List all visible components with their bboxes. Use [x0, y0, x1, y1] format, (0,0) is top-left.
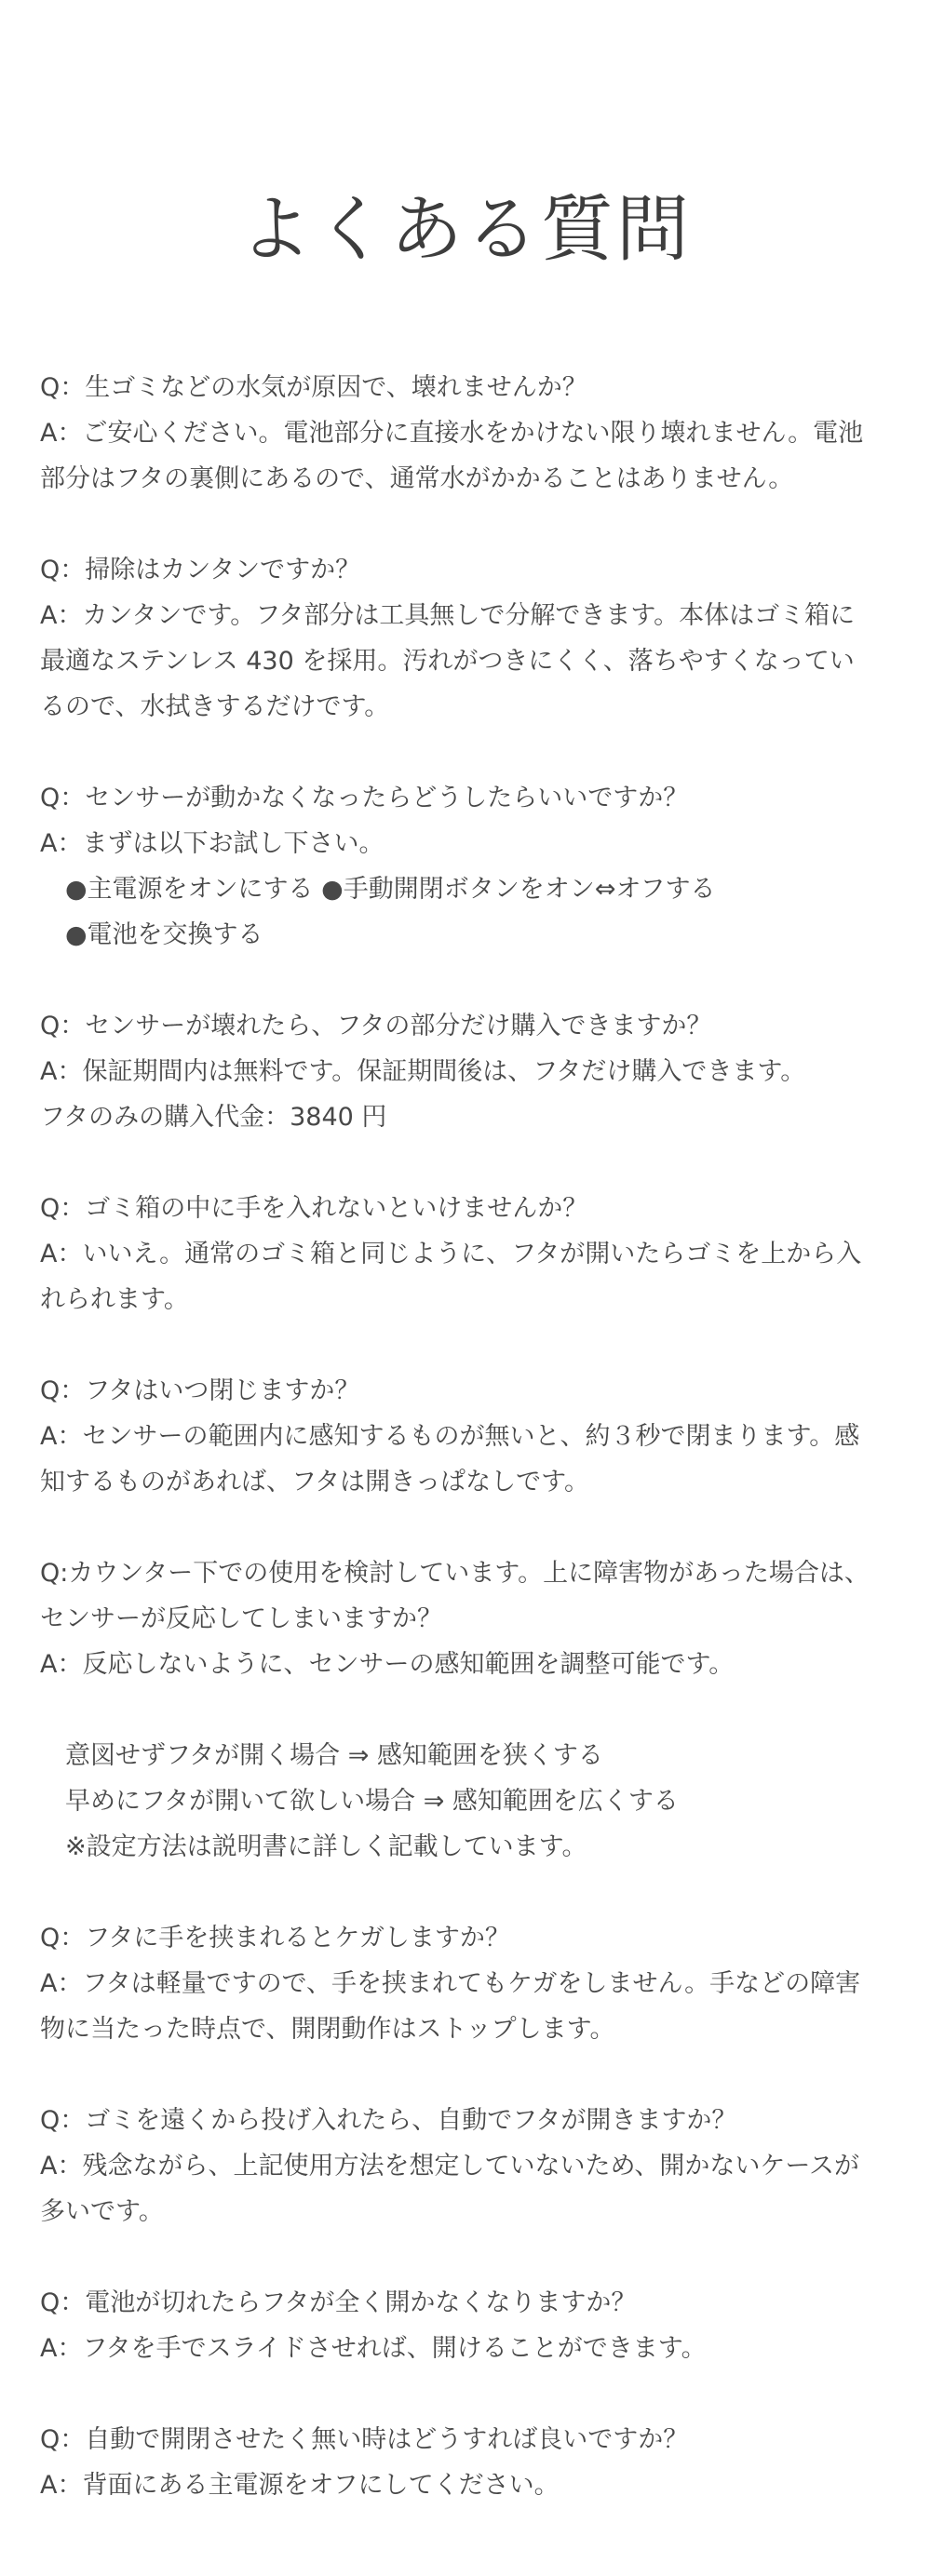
- faq-answer-line: A：保証期間内は無料です。保証期間後は、フタだけ購入できます。: [40, 1057, 806, 1086]
- faq-answer-line: 最適なステンレス 430 を採用。汚れがつきにくく、落ちやすくなってい: [40, 647, 855, 676]
- faq-item: [40, 1186, 897, 1322]
- faq-item: [40, 2098, 897, 2234]
- faq-answer-line: A：フタを手でスライドさせれば、開けることができます。: [40, 2334, 707, 2363]
- faq-answer-line: れられます。: [40, 1285, 189, 1314]
- faq-question: Q：生ゴミなどの水気が原因で、壊れませんか？: [40, 373, 587, 402]
- faq-answer-line: A：反応しないように、センサーの感知範囲を調整可能です。: [40, 1650, 735, 1679]
- faq-gap: [40, 1687, 897, 1733]
- faq-answer-line: A：カンタンです。フタ部分は工具無しで分解できます。本体はゴミ箱に: [40, 601, 856, 630]
- faq-question: Q：電池が切れたらフタが全く開かなくなりますか？: [40, 2288, 637, 2317]
- faq-item: [40, 1368, 897, 1505]
- faq-question: Q：フタに手を挟まれるとケガしますか？: [40, 1924, 510, 1952]
- faq-answer-line: 知するものがあれば、フタは開きっぱなしです。: [40, 1468, 589, 1496]
- faq-answer-line: るので、水拭きするだけです。: [40, 692, 390, 721]
- faq-answer-line: A：ご安心ください。電池部分に直接水をかけない限り壊れません。電池: [40, 419, 864, 448]
- faq-item: [40, 365, 897, 502]
- faq-item: [40, 1003, 897, 1140]
- faq-item: [40, 775, 897, 958]
- faq-question: Q：自動で開閉させたく無い時はどうすれば良いですか？: [40, 2425, 689, 2454]
- faq-answer-line: A：フタは軽量ですので、手を挟まれてもケガをしません。手などの障害: [40, 1969, 861, 1998]
- faq-answer-line: A：まずは以下お試し下さい。: [40, 829, 385, 858]
- faq-answer-line: 物に当たった時点で、開閉動作はストップします。: [40, 2015, 615, 2044]
- faq-answer-line: 多いです。: [40, 2197, 164, 2226]
- faq-question: Q：ゴミを遠くから投げ入れたら、自動でフタが開きますか？: [40, 2106, 737, 2135]
- faq-question: Q：フタはいつ閉じますか？: [40, 1376, 360, 1405]
- faq-answer-line: A：いいえ。通常のゴミ箱と同じように、フタが開いたらゴミを上から入: [40, 1240, 862, 1268]
- faq-item: [40, 2280, 897, 2371]
- faq-question: Q：センサーが動かなくなったらどうしたらいいですか？: [40, 784, 689, 812]
- faq-answer-line: A：背面にある主電源をオフにしてください。: [40, 2471, 560, 2500]
- faq-setting-line: 意図せずフタが開く場合 ⇒ 感知範囲を狭くする: [65, 1741, 603, 1770]
- page-title: よくある質問: [238, 188, 692, 272]
- faq-answer-line: A：残念ながら、上記使用方法を想定していないため、開かないケースが: [40, 2152, 860, 2180]
- faq-item: [40, 1550, 897, 1870]
- faq-question: Q:カウンター下での使用を検討しています。上に障害物があった場合は、: [40, 1559, 870, 1588]
- faq-bullet-line: ●電池を交換する: [65, 920, 263, 949]
- faq-setting-line: 早めにフタが開いて欲しい場合 ⇒ 感知範囲を広くする: [65, 1787, 679, 1816]
- faq-price-line: フタのみの購入代金：3840 円: [40, 1103, 387, 1132]
- faq-item: [40, 2417, 897, 2508]
- faq-question: Q：ゴミ箱の中に手を入れないといけませんか？: [40, 1194, 588, 1223]
- faq-list: [40, 365, 897, 2554]
- faq-bullet-line: ●主電源をオンにする ●手動開閉ボタンをオン⇔オフする: [65, 875, 716, 904]
- faq-note-line: ※設定方法は説明書に詳しく記載しています。: [65, 1832, 587, 1861]
- faq-item: [40, 547, 897, 730]
- faq-answer-line: A：センサーの範囲内に感知するものが無いと、約３秒で閉まります。感: [40, 1422, 860, 1451]
- faq-answer-line: 部分はフタの裏側にあるので、通常水がかかることはありません。: [40, 464, 794, 493]
- faq-question: センサーが反応してしまいますか？: [40, 1604, 442, 1633]
- faq-question: Q：センサーが壊れたら、フタの部分だけ購入できますか？: [40, 1012, 712, 1040]
- faq-question: Q：掃除はカンタンですか？: [40, 556, 361, 584]
- faq-item: [40, 1915, 897, 2052]
